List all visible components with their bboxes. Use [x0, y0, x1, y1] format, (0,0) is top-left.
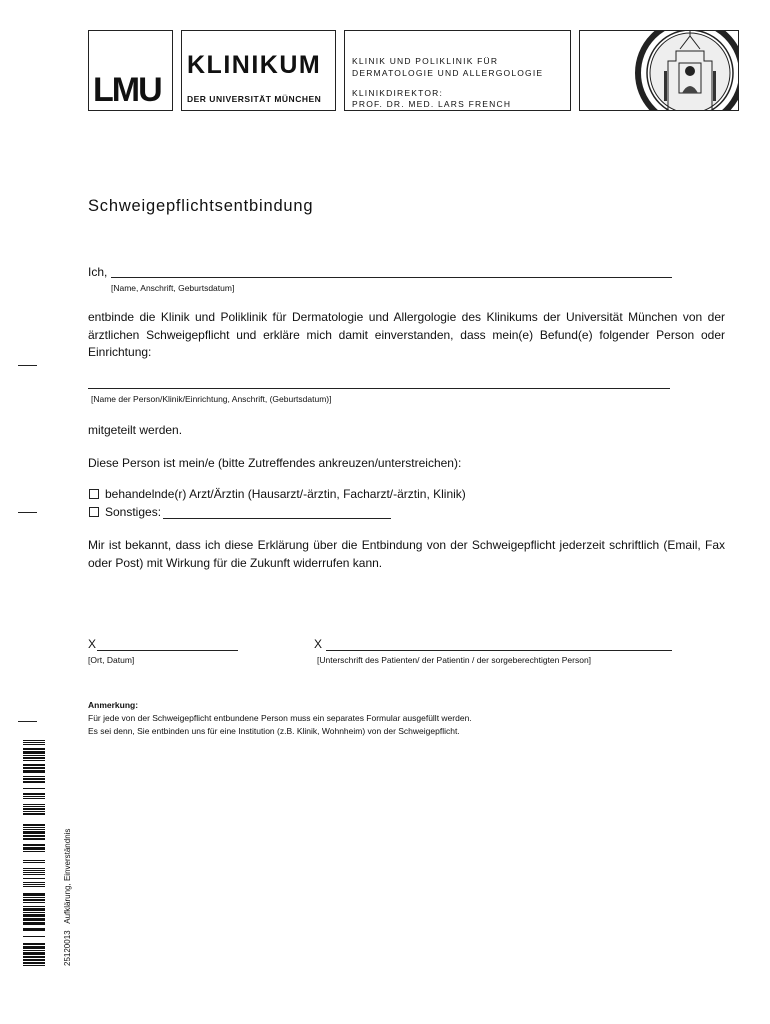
- klinikum-subtitle: DER UNIVERSITÄT MÜNCHEN: [187, 94, 322, 104]
- university-seal-icon: [580, 31, 739, 111]
- director-label: KLINIKDIREKTOR:: [352, 88, 444, 98]
- option-other-label: Sonstiges:: [105, 505, 162, 519]
- fold-mark-3: [18, 721, 37, 722]
- ich-label: Ich,: [88, 265, 108, 279]
- department-line-1: KLINIK UND POLIKLINIK FÜR: [352, 56, 499, 66]
- note-line-2: Es sei denn, Sie entbinden uns für eine Institution (z.B. Klinik, Wohnheim) von der Schweigepflicht.: [88, 726, 460, 736]
- place-date-hint: [Ort, Datum]: [88, 655, 135, 665]
- recipient-hint: [Name der Person/Klinik/Einrichtung, Anschrift, (Geburtsdatum)]: [91, 394, 332, 404]
- university-seal: [579, 30, 739, 111]
- doc-label: Aufklärung, Einverständnis: [63, 828, 72, 924]
- place-date-line[interactable]: [97, 650, 238, 651]
- signature-line[interactable]: [326, 650, 672, 651]
- note-heading: Anmerkung:: [88, 700, 139, 710]
- person-question: Diese Person ist mein/e (bitte Zutreffendes ankreuzen/unterstreichen):: [88, 456, 462, 470]
- lmu-logo: [88, 30, 173, 111]
- option-doctor-checkbox[interactable]: [89, 489, 99, 499]
- signature-x: X: [314, 637, 323, 651]
- other-input-line[interactable]: [163, 518, 391, 519]
- name-hint: [Name, Anschrift, Geburtsdatum]: [111, 283, 235, 293]
- release-paragraph: entbinde die Klinik und Poliklinik für Dermatologie und Allergologie des Klinikums der Universität München von der ärztlichen Schweigepflicht und erkläre mich damit einverstanden, dass mein(e) Befund(e) folgender Person oder Einrichtung:: [88, 310, 725, 359]
- option-other-checkbox[interactable]: [89, 507, 99, 517]
- name-input-line[interactable]: [111, 277, 672, 278]
- director-name: PROF. DR. MED. LARS FRENCH: [352, 99, 512, 109]
- barcode-icon: [23, 740, 45, 970]
- department-info: [344, 30, 571, 111]
- place-date-x: X: [88, 637, 97, 651]
- page-title: Schweigepflichtsentbindung: [88, 197, 314, 215]
- signature-hint: [Unterschrift des Patienten/ der Patientin / der sorgeberechtigten Person]: [317, 655, 592, 665]
- recipient-input-line[interactable]: [88, 388, 670, 389]
- doc-code-label: [63, 829, 72, 966]
- fold-mark-2: [18, 512, 37, 513]
- option-doctor-label: behandelnde(r) Arzt/Ärztin (Hausarzt/-ärztin, Facharzt/-ärztin, Klinik): [105, 487, 466, 501]
- department-line-2: DERMATOLOGIE UND ALLERGOLOGIE: [352, 68, 544, 78]
- doc-code: 25120013: [63, 930, 72, 966]
- mitgeteilt-text: mitgeteilt werden.: [88, 423, 183, 437]
- klinikum-title: KLINIKUM: [187, 51, 322, 79]
- klinikum-logo: [181, 30, 336, 111]
- fold-mark-1: [18, 365, 37, 366]
- lmu-logo-text: LMU: [93, 71, 161, 109]
- note-line-1: Für jede von der Schweigepflicht entbundene Person muss ein separates Formular ausgefüllt werden.: [88, 713, 472, 723]
- revocation-paragraph: Mir ist bekannt, dass ich diese Erklärung über die Entbindung von der Schweigepflicht jederzeit schriftlich (Email, Fax oder Post) mit Wirkung für die Zukunft widerrufen kann.: [88, 538, 725, 570]
